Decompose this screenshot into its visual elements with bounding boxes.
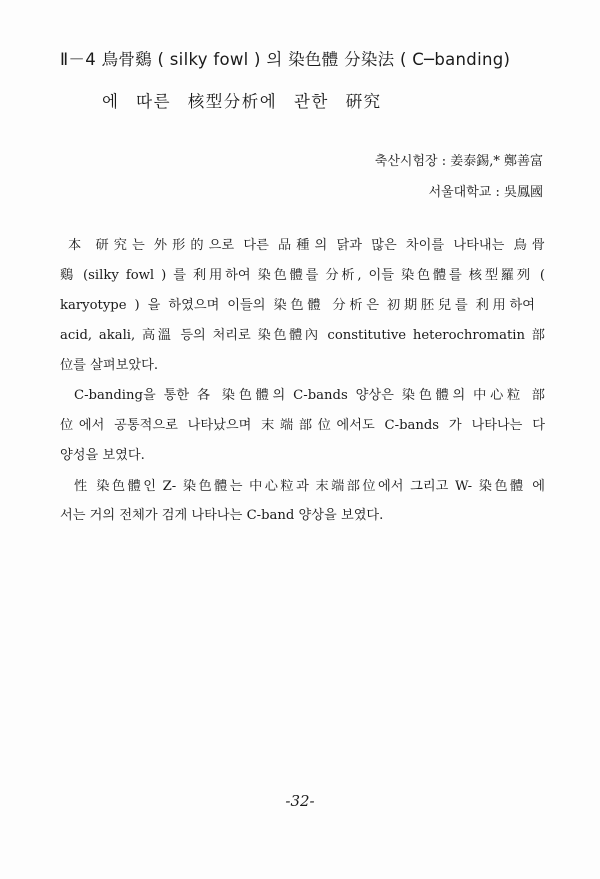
- abstract-line: 本 研究는 外形的으로 다른 品種의 닭과 많은 차이를 나타내는 鳥骨: [68, 238, 545, 253]
- abstract-line: C-banding을 통한 各 染色體의 C-bands 양상은 染色體의 中心粒 部: [74, 388, 545, 403]
- page-number: -32-: [285, 792, 315, 810]
- abstract-line: acid, akali, 高溫 등의 처리로 染色體內 constitutive heterochromatin 部: [60, 328, 545, 343]
- author-affiliation-2: 서울대학교 : 吳鳳國: [428, 185, 543, 200]
- paper-title-line-1: Ⅱ－4 鳥骨鷄 ( silky fowl ) 의 染色體 分染法 ( C─banding): [60, 50, 511, 69]
- abstract-line: 양성을 보였다.: [60, 448, 145, 463]
- abstract-line: 性 染色體인 Z- 染色體는 中心粒과 末端部位에서 그리고 W- 染色體 에: [74, 479, 545, 494]
- abstract-line: 位에서 공통적으로 나타났으며 末端部位에서도 C-bands 가 나타나는 다: [60, 418, 545, 433]
- author-affiliation-1: 축산시험장 : 姜泰錫,* 鄭善富: [374, 154, 543, 169]
- paper-title-line-2: 에 따른 核型分析에 관한 硏究: [102, 92, 382, 111]
- abstract-line: 서는 거의 전체가 검게 나타나는 C-band 양상을 보였다.: [60, 508, 384, 523]
- abstract-line: karyotype ) 을 하였으며 이들의 染色體 分析은 初期胚兒를 利用하여: [60, 298, 535, 313]
- abstract-line: 鷄 (silky fowl ) 를 利用하여 染色體를 分析, 이들 染色體를 核型羅列 (: [60, 268, 545, 283]
- abstract-line: 位를 살펴보았다.: [60, 358, 159, 373]
